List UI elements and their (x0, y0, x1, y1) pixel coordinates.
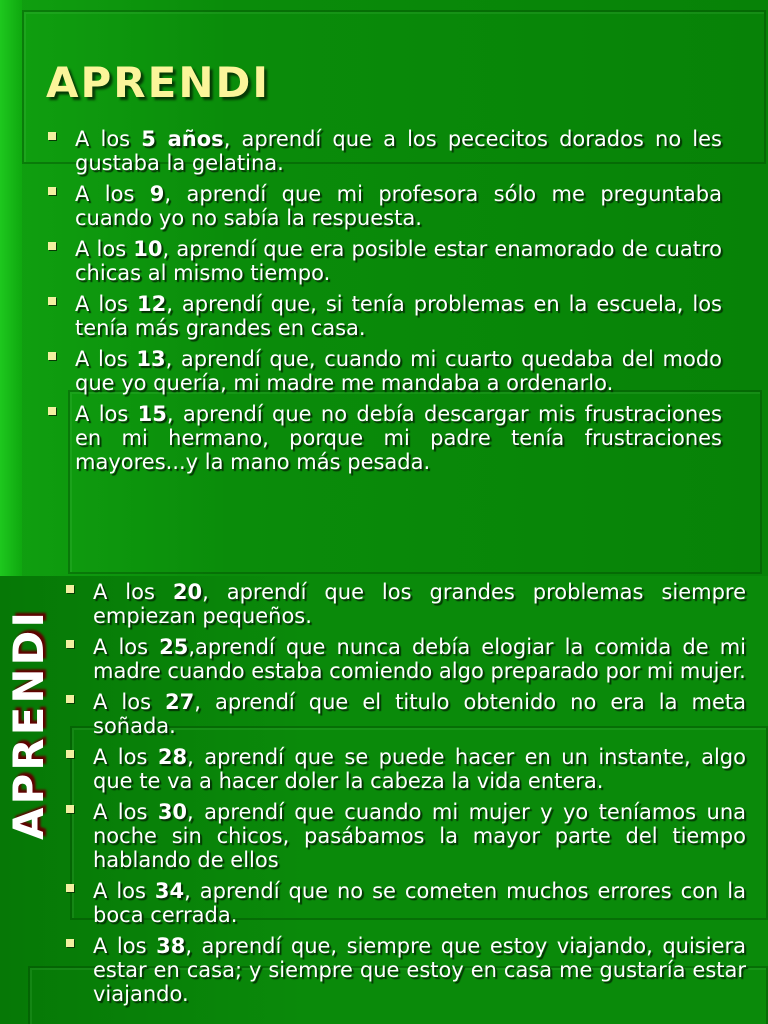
square-bullet-icon (66, 750, 74, 758)
square-bullet-icon (66, 585, 74, 593)
square-bullet-icon (48, 407, 56, 415)
bullet-list (48, 127, 722, 481)
square-bullet-icon (66, 884, 74, 892)
list-item: A los 27, aprendí que el titulo obtenido no era la meta soñada. (66, 690, 746, 738)
list-item: A los 10, aprendí que era posible estar enamorado de cuatro chicas al mismo tiempo. (48, 237, 722, 285)
age-highlight: 15 (137, 402, 167, 426)
age-highlight: 28 (157, 745, 188, 769)
list-item: A los 20, aprendí que los grandes problemas siempre empiezan pequeños. (66, 580, 746, 628)
age-highlight: 13 (136, 347, 166, 371)
age-highlight: 10 (133, 237, 163, 261)
list-item: A los 15, aprendí que no debía descargar mis frustraciones en mi hermano, porque mi padre tenía frustraciones mayores...y la mano más pesada. (48, 402, 722, 474)
list-item: A los 28, aprendí que se puede hacer en un instante, algo que te va a hacer doler la cabeza la vida entera. (66, 745, 746, 793)
square-bullet-icon (66, 695, 74, 703)
decorative-strip (0, 0, 22, 576)
vertical-title-text: APRENDI (3, 608, 53, 840)
age-highlight: 34 (154, 879, 185, 903)
age-highlight: 12 (136, 292, 167, 316)
age-highlight: 9 (149, 182, 165, 206)
age-highlight: 25 (159, 635, 189, 659)
square-bullet-icon (66, 939, 74, 947)
age-highlight: 38 (156, 934, 186, 958)
slide-bottom (0, 576, 768, 1024)
square-bullet-icon (48, 297, 56, 305)
square-bullet-icon (66, 640, 74, 648)
list-item: A los 13, aprendí que, cuando mi cuarto quedaba del modo que yo quería, mi madre me mandaba a ordenarlo. (48, 347, 722, 395)
age-highlight: 30 (157, 800, 188, 824)
square-bullet-icon (48, 187, 56, 195)
list-item: A los 38, aprendí que, siempre que estoy viajando, quisiera estar en casa; y siempre que estoy en casa me gustaría estar viajando. (66, 934, 746, 1006)
vertical-title (2, 608, 54, 840)
square-bullet-icon (48, 352, 56, 360)
age-highlight: 27 (165, 690, 195, 714)
square-bullet-icon (48, 132, 56, 140)
age-highlight: 5 años (141, 127, 224, 151)
list-item: A los 9, aprendí que mi profesora sólo me preguntaba cuando yo no sabía la respuesta. (48, 182, 722, 230)
square-bullet-icon (66, 805, 74, 813)
square-bullet-icon (48, 242, 56, 250)
list-item: A los 30, aprendí que cuando mi mujer y yo teníamos una noche sin chicos, pasábamos la mayor parte del tiempo hablando de ellos (66, 800, 746, 872)
list-item: A los 12, aprendí que, si tenía problemas en la escuela, los tenía más grandes en casa. (48, 292, 722, 340)
list-item: A los 5 años, aprendí que a los pececitos dorados no les gustaba la gelatina. (48, 127, 722, 175)
slide-title: APRENDI (46, 58, 270, 107)
list-item: A los 25,aprendí que nunca debía elogiar la comida de mi madre cuando estaba comiendo algo preparado por mi mujer. (66, 635, 746, 683)
age-highlight: 20 (172, 580, 203, 604)
list-item: A los 34, aprendí que no se cometen muchos errores con la boca cerrada. (66, 879, 746, 927)
bullet-list (66, 580, 746, 1013)
